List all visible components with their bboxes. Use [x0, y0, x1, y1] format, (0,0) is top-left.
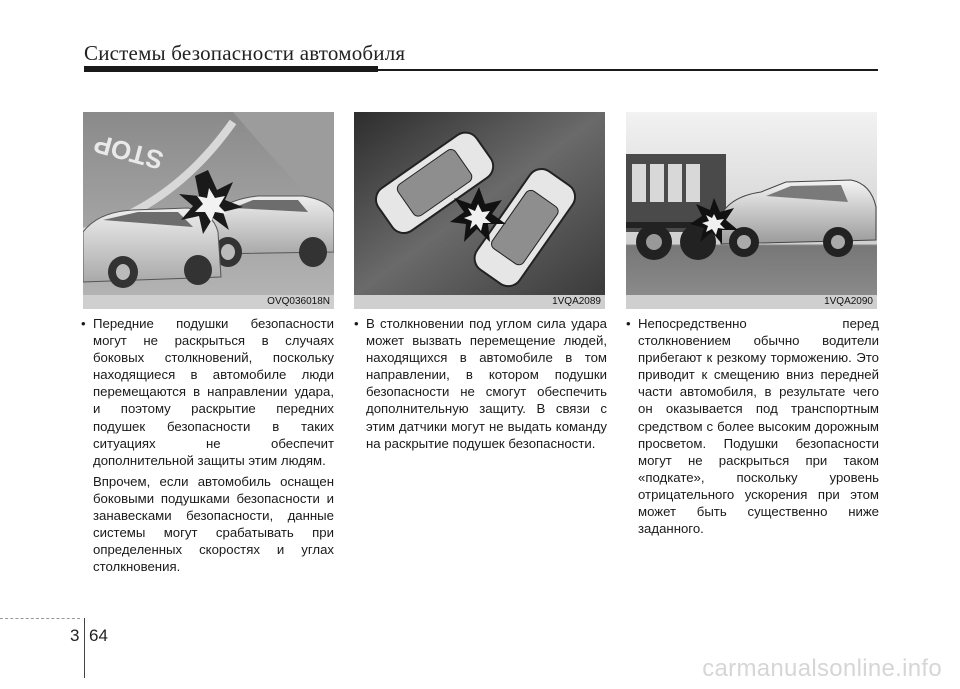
stop-road-marking: STOP: [90, 128, 167, 176]
chapter-number: 3: [70, 626, 80, 645]
text-column-2: [352, 315, 607, 452]
watermark: carmanualsonline.info: [702, 655, 942, 682]
figure-underride-collision: [626, 112, 877, 309]
footer-rule: [0, 618, 80, 619]
figure-side-collision: [83, 112, 334, 309]
header-rule: [378, 69, 878, 71]
paragraph: • Передние подушки безопасности могут не раскрыться в случаях боковых столкновений, поскольку находящиеся в автомобиле люди перемещаются в направлении удара, и поэтому раскрытие передних подушек безопасности в таких ситуациях не обеспечит дополнительной защиты этим людям.: [79, 315, 334, 469]
angled-collision-illustration: [354, 112, 605, 295]
page-header-title: Системы безопасности автомобиля: [84, 41, 406, 65]
figure-caption-bar: [354, 295, 605, 309]
paragraph: • В столкновении под углом сила удара может вызвать перемещение людей, находящихся в автомобиле в том направлении, в котором подушки безопасности не смогут обеспечить дополнительную защиту. В связи с этим датчики могут не выдать команду на раскрытие подушек безопасности.: [352, 315, 607, 452]
figure-caption: 1VQA2089: [552, 296, 601, 307]
side-collision-illustration: [83, 112, 334, 295]
figure-caption: 1VQA2090: [824, 296, 873, 307]
figure-caption: OVQ036018N: [267, 296, 330, 307]
page-number: 64: [89, 626, 108, 645]
figure-caption-bar: [626, 295, 877, 309]
text-column-1: [79, 315, 334, 575]
paragraph: • Непосредственно перед столкновением обычно водители прибегают к резкому торможению. Это приводит к смещению вниз передней части автомобиля, в результате чего он оказывается под транспортным средством с более высоким дорожным просветом. Подушки безопасности могут не раскрыться при таком «подкате», поскольку уровень отрицательного ускорения при этом может быть существенно ниже заданного.: [624, 315, 879, 537]
figure-angled-collision: [354, 112, 605, 309]
figure-caption-bar: [83, 295, 334, 309]
text-column-3: [624, 315, 879, 537]
header-bar: [84, 66, 378, 72]
page-number-divider: [84, 618, 85, 678]
paragraph: Впрочем, если автомобиль оснащен боковыми подушками безопасности и занавесками безопасности, данные системы могут срабатывать при определенных скоростях и углах столкновения.: [93, 473, 334, 575]
underride-collision-illustration: [626, 112, 877, 295]
